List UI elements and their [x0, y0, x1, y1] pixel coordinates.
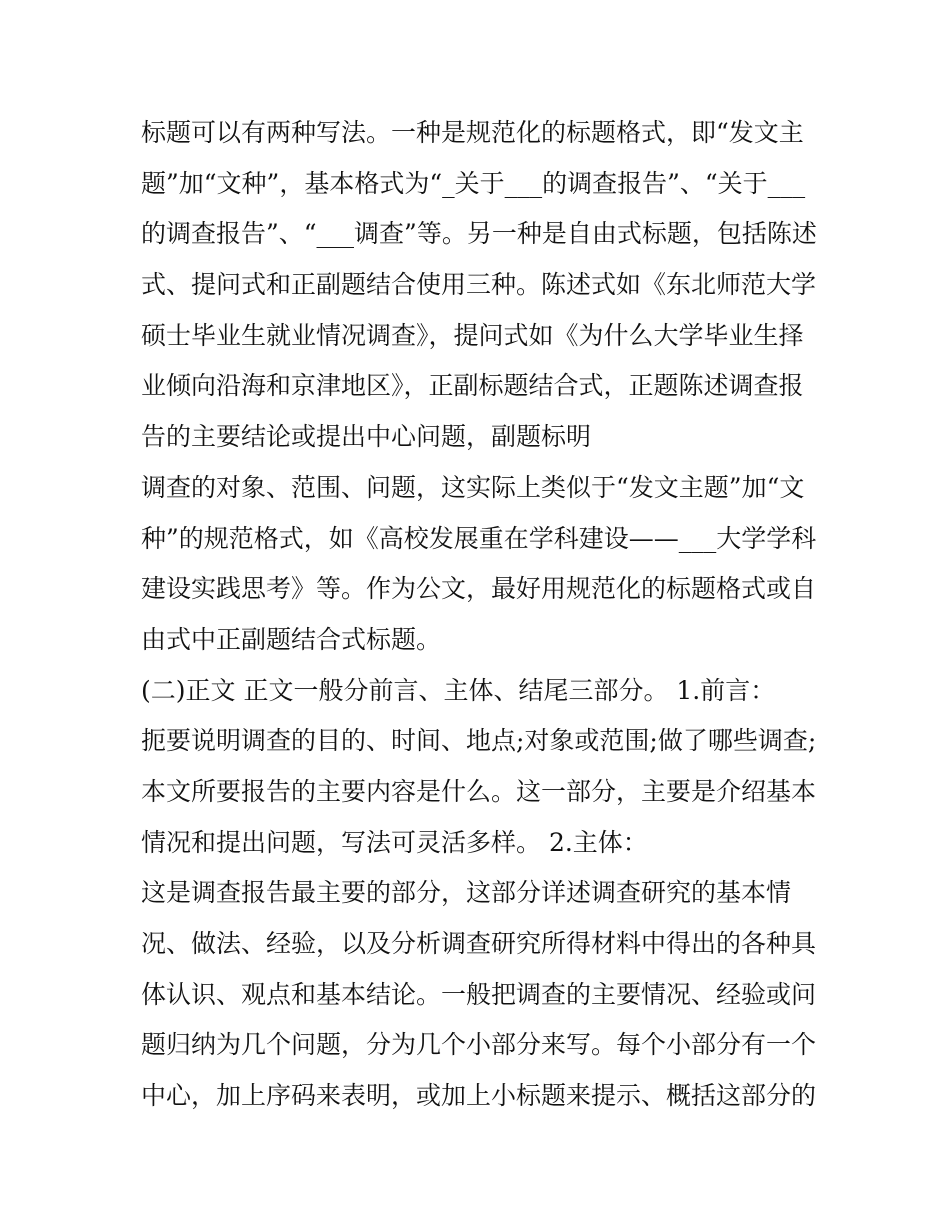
text-line: 情况和提出问题，写法可灵活多样。 2.主体：	[141, 827, 648, 857]
text-line: 硕士毕业生就业情况调查》，提问式如《为什么大学毕业生择	[141, 320, 804, 350]
section-heading-line: (二)正文 正文一般分前言、主体、结尾三部分。 1.前言：	[141, 675, 776, 705]
text-line: 种”的规范格式，如《高校发展重在学科建设——___大学学科	[141, 523, 817, 553]
text-line: 扼要说明调查的目的、时间、地点;对象或范围;做了哪些调查;	[141, 726, 817, 756]
text-line: 题”加“文种”，基本格式为“_关于___的调查报告”、“关于___	[141, 168, 806, 198]
text-line: 这是调查报告最主要的部分，这部分详述调查研究的基本情	[141, 878, 792, 908]
text-line: 调查的对象、范围、问题，这实际上类似于“发文主题”加“文	[141, 472, 805, 502]
text-line: 中心，加上序码来表明，或加上小标题来提示、概括这部分的	[141, 1081, 817, 1111]
text-line: 的调查报告”、“___调查”等。另一种是自由式标题，包括陈述	[141, 219, 817, 249]
text-line: 告的主要结论或提出中心问题，副题标明	[141, 422, 592, 452]
text-line: 况、做法、经验，以及分析调查研究所得材料中得出的各种具	[141, 929, 817, 958]
text-line: 由式中正副题结合式标题。	[141, 624, 442, 654]
text-line: 业倾向沿海和京津地区》，正副标题结合式，正题陈述调查报	[141, 371, 804, 401]
text-line: 本文所要报告的主要内容是什么。这一部分，主要是介绍基本	[141, 776, 817, 806]
body-text	[141, 108, 821, 1122]
text-line: 式、提问式和正副题结合使用三种。陈述式如《东北师范大学	[141, 270, 817, 300]
text-line: 体认识、观点和基本结论。一般把调查的主要情况、经验或问	[141, 979, 817, 1009]
text-line: 题归纳为几个问题，分为几个小部分来写。每个小部分有一个	[141, 1030, 817, 1060]
text-line: 建设实践思考》等。作为公文，最好用规范化的标题格式或自	[141, 574, 817, 604]
text-line: 标题可以有两种写法。一种是规范化的标题格式，即“发文主	[141, 118, 804, 147]
